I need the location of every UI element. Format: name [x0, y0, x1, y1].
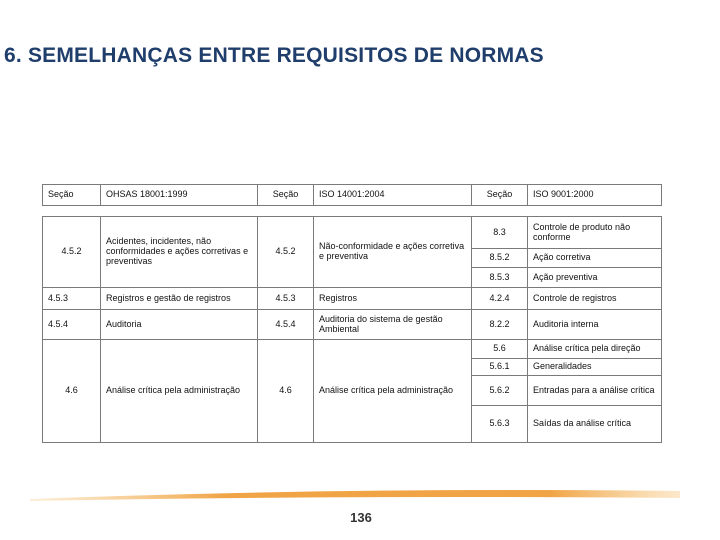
cell-ohsas-section: 4.5.4 — [43, 310, 101, 340]
cell-iso9001-section: 8.5.3 — [472, 268, 528, 288]
cell-iso14001-section: 4.5.2 — [258, 217, 314, 288]
page-number: 136 — [350, 510, 372, 525]
cell-ohsas-requirement: Análise crítica pela administração — [101, 340, 258, 443]
table-header-row — [43, 185, 662, 206]
cell-iso14001-requirement: Análise crítica pela administração — [314, 340, 472, 443]
cell-ohsas-requirement: Auditoria — [101, 310, 258, 340]
cell-iso9001-requirement: Generalidades — [528, 359, 662, 376]
cell-iso9001-requirement: Entradas para a análise crítica — [528, 376, 662, 406]
header-secao-1: Seção — [43, 185, 101, 206]
table-row — [43, 310, 662, 340]
cell-iso9001-section: 4.2.4 — [472, 288, 528, 310]
cell-ohsas-requirement: Acidentes, incidentes, não conformidades e ações corretivas e preventivas — [101, 217, 258, 288]
cell-iso14001-section: 4.6 — [258, 340, 314, 443]
table-row — [43, 217, 662, 249]
cell-iso9001-requirement: Saídas da análise crítica — [528, 406, 662, 443]
cell-iso9001-section: 5.6.2 — [472, 376, 528, 406]
cell-iso14001-section: 4.5.3 — [258, 288, 314, 310]
cell-iso9001-section: 8.2.2 — [472, 310, 528, 340]
header-iso14001: ISO 14001:2004 — [314, 185, 472, 206]
cell-iso14001-requirement: Auditoria do sistema de gestão Ambiental — [314, 310, 472, 340]
cell-ohsas-requirement: Registros e gestão de registros — [101, 288, 258, 310]
header-secao-2: Seção — [258, 185, 314, 206]
header-secao-3: Seção — [472, 185, 528, 206]
table-spacer-row — [43, 206, 662, 217]
decorative-swoosh — [30, 484, 680, 504]
header-ohsas: OHSAS 18001:1999 — [101, 185, 258, 206]
page-title: 6. SEMELHANÇAS ENTRE REQUISITOS DE NORMAS — [4, 44, 544, 67]
cell-iso9001-requirement: Auditoria interna — [528, 310, 662, 340]
cell-iso9001-requirement: Ação corretiva — [528, 249, 662, 268]
cell-iso14001-section: 4.5.4 — [258, 310, 314, 340]
cell-iso9001-section: 8.5.2 — [472, 249, 528, 268]
cell-iso9001-section: 5.6 — [472, 340, 528, 359]
cell-ohsas-section: 4.5.3 — [43, 288, 101, 310]
header-iso9001: ISO 9001:2000 — [528, 185, 662, 206]
table-row — [43, 340, 662, 359]
standards-comparison-table — [42, 184, 662, 443]
cell-iso9001-requirement: Controle de registros — [528, 288, 662, 310]
table-row — [43, 288, 662, 310]
cell-iso9001-section: 5.6.1 — [472, 359, 528, 376]
cell-iso9001-section: 8.3 — [472, 217, 528, 249]
cell-iso9001-section: 5.6.3 — [472, 406, 528, 443]
cell-ohsas-section: 4.6 — [43, 340, 101, 443]
cell-ohsas-section: 4.5.2 — [43, 217, 101, 288]
cell-iso9001-requirement: Análise crítica pela direção — [528, 340, 662, 359]
cell-iso14001-requirement: Não-conformidade e ações corretiva e preventiva — [314, 217, 472, 288]
cell-iso9001-requirement: Controle de produto não conforme — [528, 217, 662, 249]
cell-iso14001-requirement: Registros — [314, 288, 472, 310]
cell-iso9001-requirement: Ação preventiva — [528, 268, 662, 288]
